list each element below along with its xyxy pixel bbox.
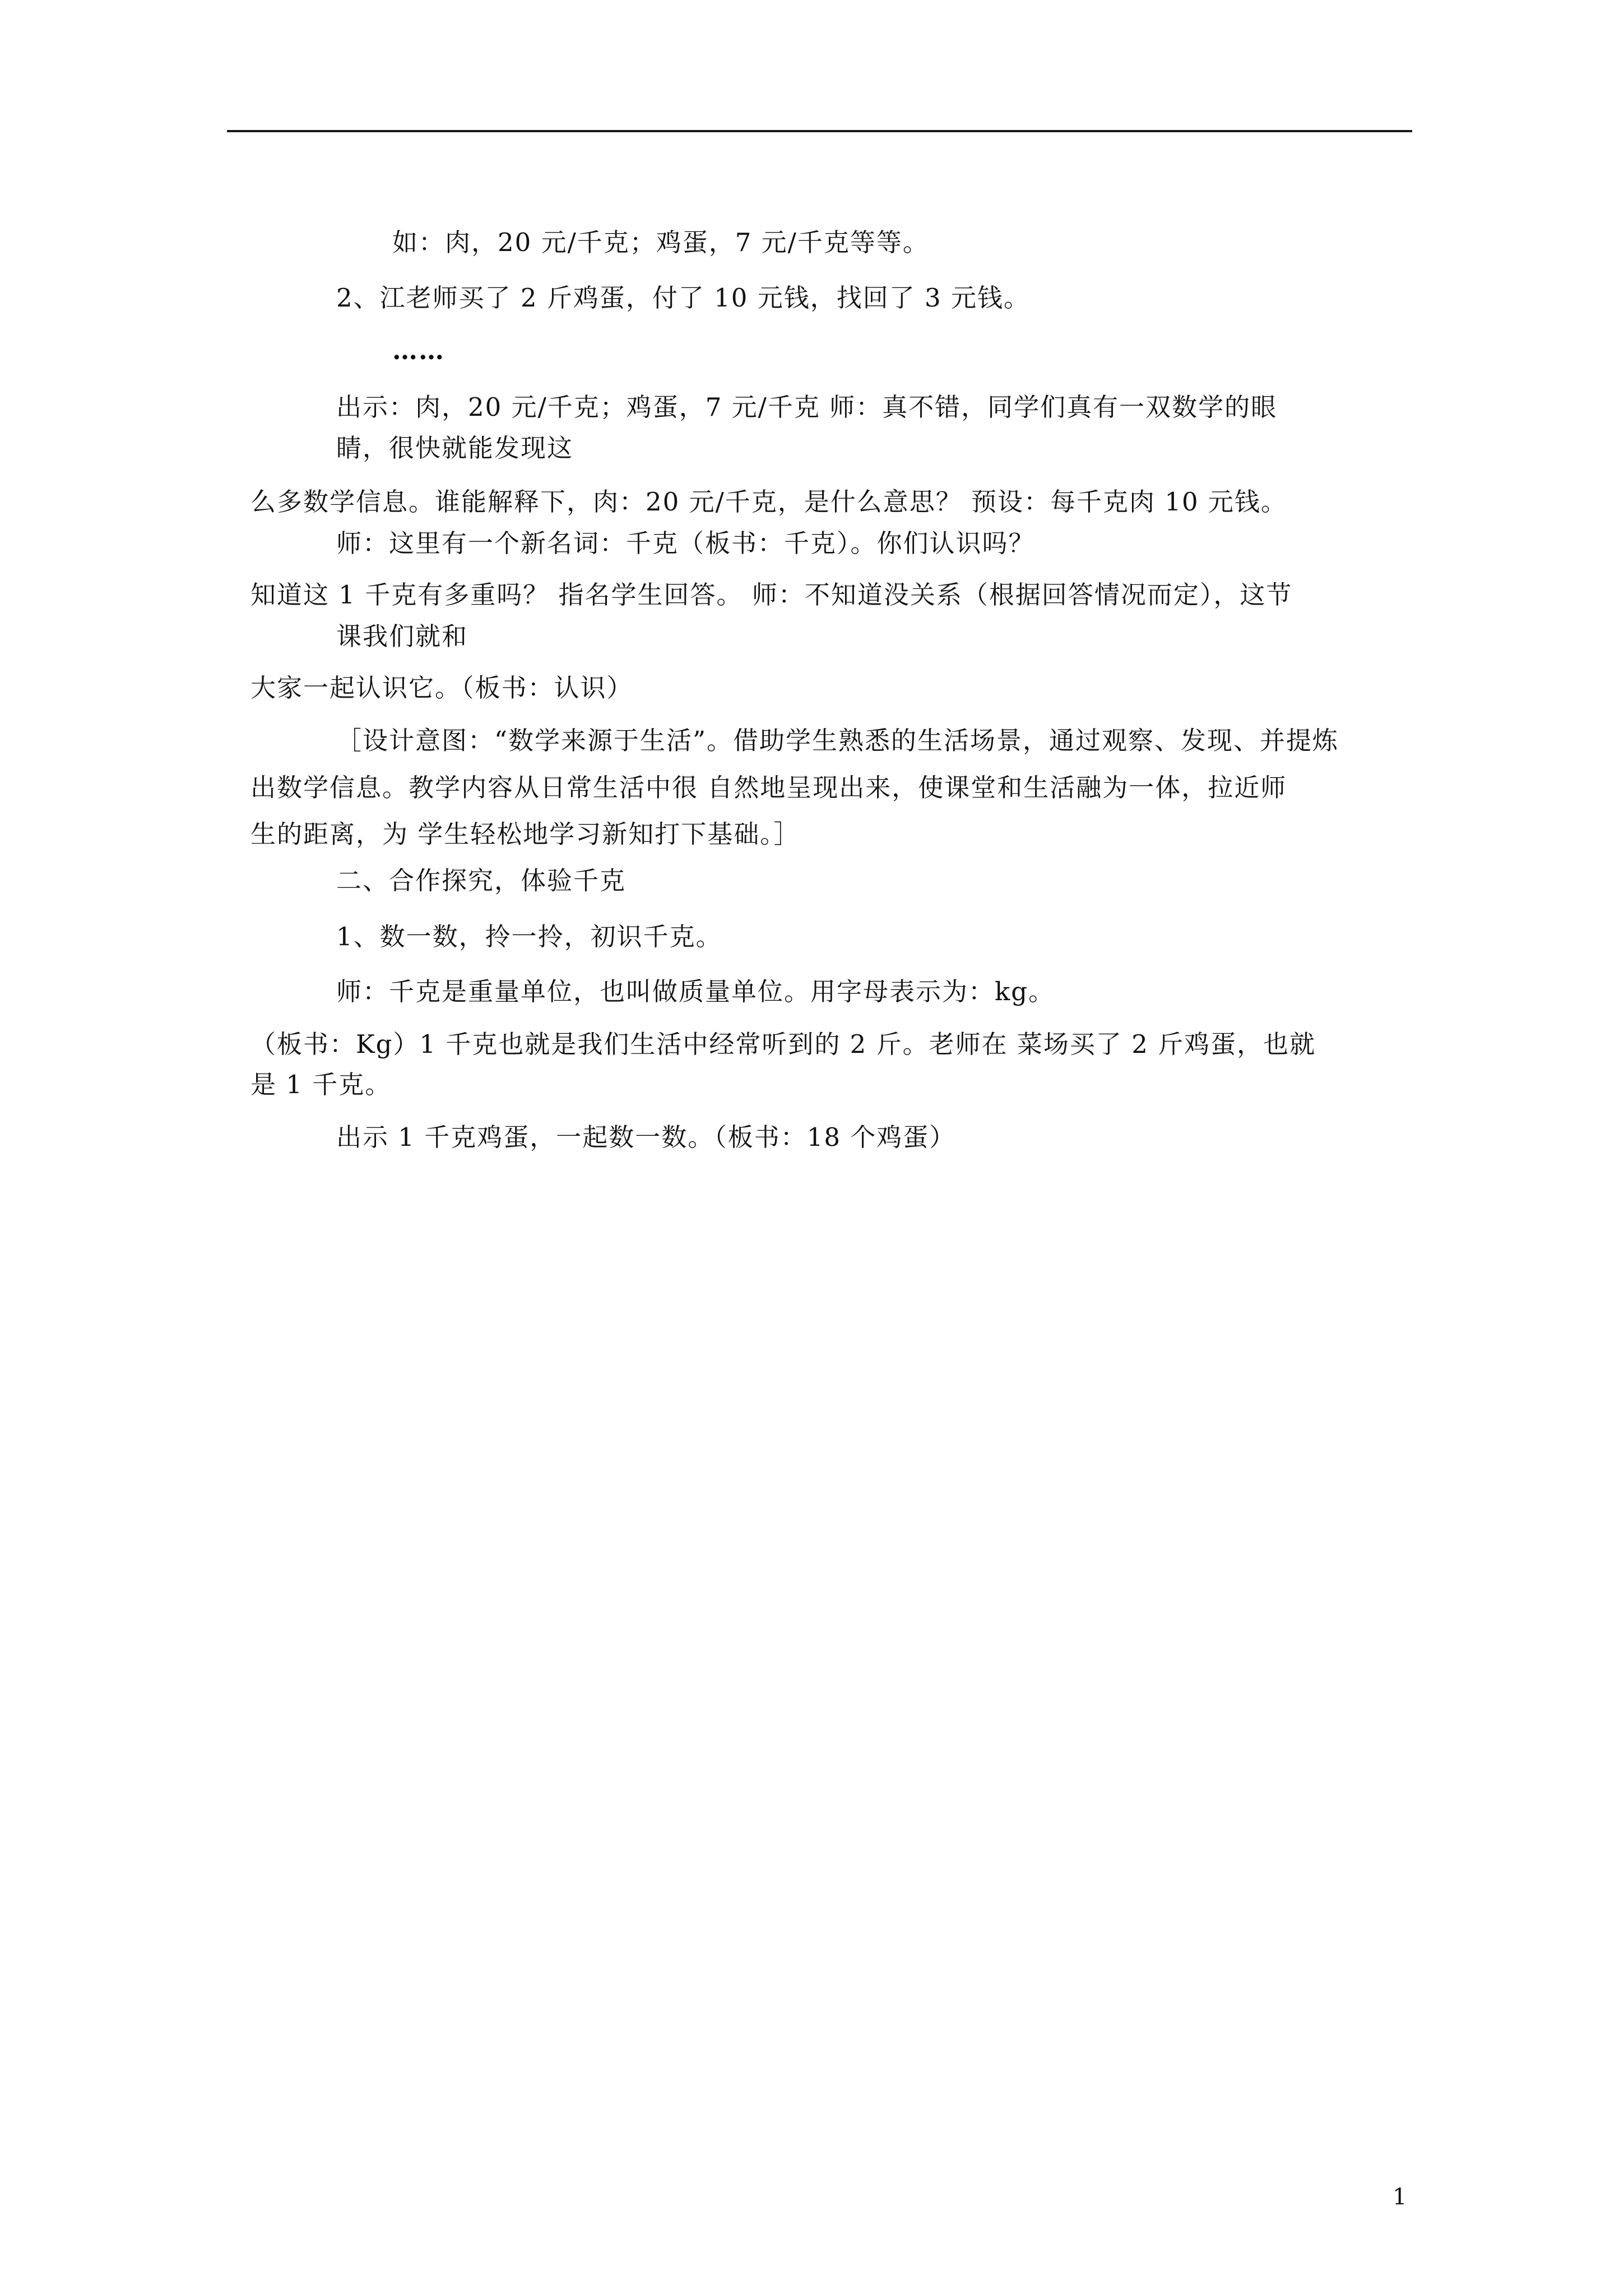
text-line: 出示 1 千克鸡蛋，一起数一数。（板书：18 个鸡蛋） bbox=[336, 1122, 956, 1152]
text-line: 出示：肉，20 元/千克；鸡蛋，7 元/千克 师：真不错，同学们真有一双数学的眼 bbox=[336, 392, 1278, 422]
text-line: 睛，很快就能发现这 bbox=[336, 433, 574, 463]
text-line: 师：千克是重量单位，也叫做质量单位。用字母表示为：kg。 bbox=[336, 977, 1055, 1006]
text-line: ［设计意图：“数学来源于生活”。借助学生熟悉的生活场景，通过观察、发现、并提炼 bbox=[336, 726, 1339, 755]
text-line: 如：肉，20 元/千克；鸡蛋，7 元/千克等等。 bbox=[392, 227, 929, 257]
section-heading: 二、合作探究，体验千克 bbox=[336, 866, 627, 895]
text-line: 知道这 1 千克有多重吗？ 指名学生回答。 师：不知道没关系（根据回答情况而定），这节 bbox=[250, 580, 1293, 610]
text-line: 么多数学信息。谁能解释下，肉：20 元/千克，是什么意思？ 预设：每千克肉 10 元钱。 bbox=[250, 487, 1287, 517]
text-line: 课我们就和 bbox=[336, 621, 468, 651]
text-line: 大家一起认识它。（板书：认识） bbox=[250, 673, 633, 703]
text-line: 出数学信息。教学内容从日常生活中很 自然地呈现出来，使课堂和生活融为一体，拉近师 bbox=[250, 773, 1287, 802]
text-line: 2、江老师买了 2 斤鸡蛋，付了 10 元钱，找回了 3 元钱。 bbox=[336, 283, 1030, 313]
text-line: …… bbox=[392, 336, 445, 365]
page-number: 1 bbox=[1393, 2184, 1407, 2210]
text-line: 是 1 千克。 bbox=[250, 1070, 392, 1099]
subsection-heading: 1、数一数，拎一拎，初识千克。 bbox=[336, 922, 722, 951]
text-line: 生的距离，为 学生轻松地学习新知打下基础。］ bbox=[250, 819, 800, 849]
text-line: 师：这里有一个新名词：千克（板书：千克）。你们认识吗？ bbox=[336, 528, 1035, 558]
header-rule bbox=[227, 130, 1412, 132]
text-line: （板书：Kg）1 千克也就是我们生活中经常听到的 2 斤。老师在 菜场买了 2 斤鸡蛋，也就 bbox=[250, 1029, 1316, 1059]
